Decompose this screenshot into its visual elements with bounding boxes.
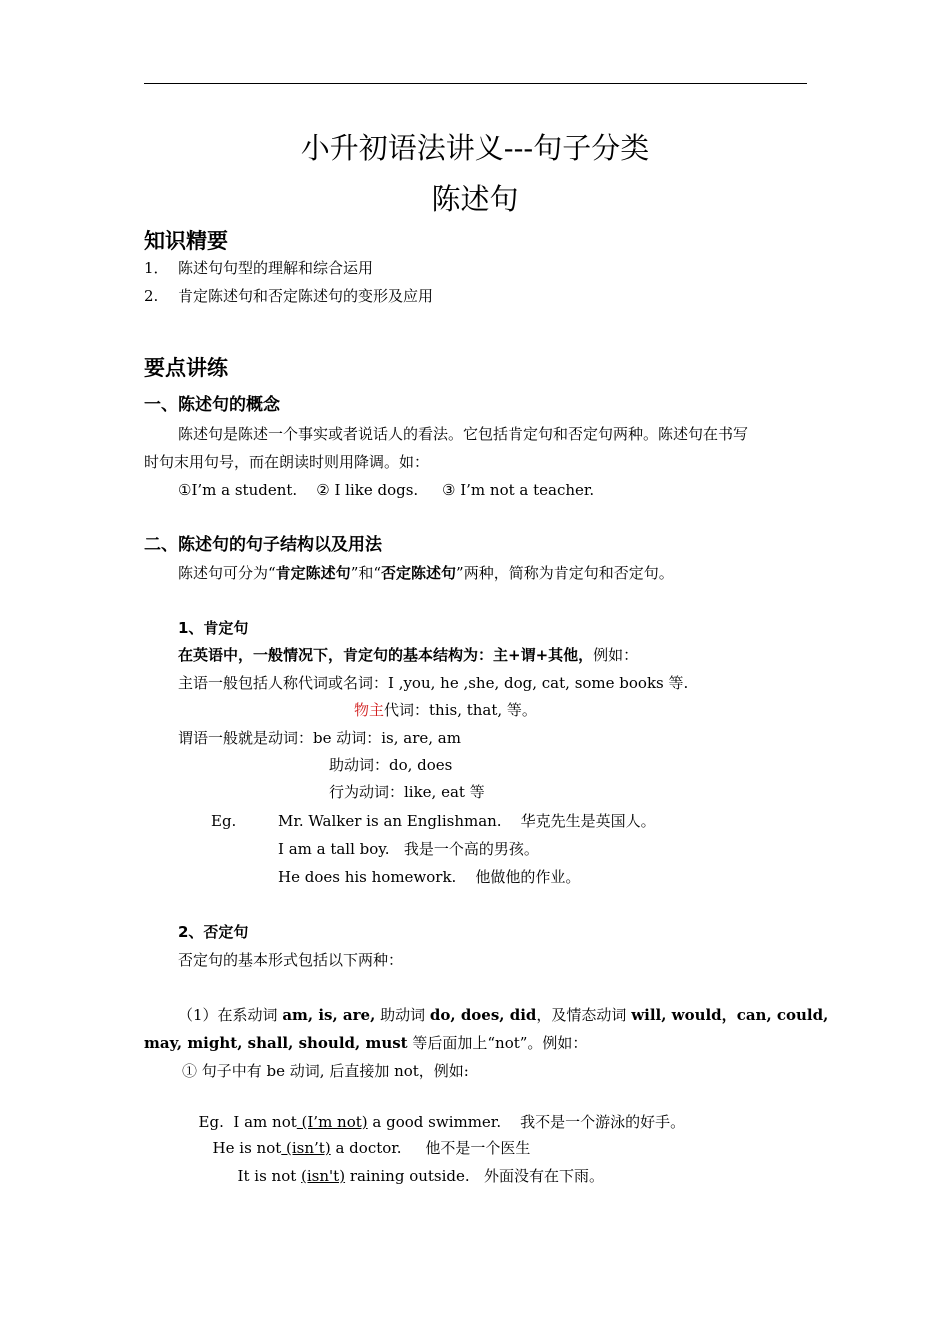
text-run: ”两种，简称为肯定句和否定句。 (456, 564, 674, 582)
negative-intro: 否定句的基本形式包括以下两种： (178, 951, 404, 969)
text-run: He is not (212, 1139, 282, 1157)
header-rule (144, 83, 807, 84)
page-title: 小升初语法讲义---句子分类 (300, 131, 650, 165)
example-sentence: He does his homework. 他做他的作业。 (278, 868, 581, 886)
predicate-line-2: 助动词：do, does (329, 756, 453, 774)
modal-verbs: may, might, shall, should, must (144, 1034, 408, 1052)
list-text: 陈述句句型的理解和综合运用 (178, 259, 374, 277)
modal-verbs: will, would (631, 1006, 722, 1024)
contraction: (isn't) (301, 1167, 346, 1185)
list-item (144, 286, 433, 306)
text-run: ”和“ (350, 564, 382, 582)
linking-verbs: am, is, are, (282, 1006, 376, 1024)
page-subtitle: 陈述句 (431, 182, 519, 216)
text-run: 例如： (593, 646, 639, 664)
text-run: a good swimmer. 我不是一个游泳的好手。 (367, 1113, 686, 1131)
predicate-line-3: 行为动词：like, eat 等 (329, 783, 485, 801)
list-number: 1． (144, 259, 169, 277)
predicate-line: 谓语一般就是动词：be 动词：is, are, am (178, 729, 461, 747)
subsection-heading-structure: 二、陈述句的句子结构以及用法 (144, 535, 382, 555)
list-text: 肯定陈述句和否定陈述句的变形及应用 (178, 287, 434, 305)
text-run: ，及情态动词 (536, 1006, 632, 1024)
auxiliary-verbs: do, does, did (429, 1006, 537, 1024)
text-run: ， (721, 1006, 737, 1024)
contraction: (I’m not) (296, 1113, 368, 1131)
affirmative-rule (178, 645, 638, 665)
paragraph-line: 时句末用句号，而在朗读时则用降调。如： (144, 453, 430, 471)
text-run: 陈述句可分为“ (178, 564, 276, 582)
text-run: It is not (237, 1167, 302, 1185)
negative-heading: 2、否定句 (178, 923, 249, 941)
modal-verbs: can, could, (736, 1006, 829, 1024)
list-number: 2. (144, 287, 159, 305)
example-sentence: Mr. Walker is an Englishman. 华克先生是英国人。 (278, 812, 656, 830)
text-run: 等后面加上“not”。例如： (407, 1034, 588, 1052)
subject-line-2 (354, 700, 537, 720)
highlighted-term: 物主 (354, 701, 385, 719)
section-heading-knowledge: 知识精要 (144, 229, 228, 253)
section-heading-key-points: 要点讲练 (144, 356, 228, 380)
contraction: (isn’t) (281, 1139, 331, 1157)
text-run: raining outside. 外面没有在下雨。 (345, 1167, 604, 1185)
example-sentences: ①I’m a student. ② I like dogs. ③ I’m not a teacher. (178, 481, 595, 499)
text-run: 助动词 (375, 1006, 430, 1024)
term-affirmative: 肯定陈述句 (275, 564, 351, 582)
negative-example (228, 1146, 604, 1186)
subject-line: 主语一般包括人称代词或名词：I ,you, he ,she, dog, cat, some books 等. (178, 674, 689, 692)
text-run: （1）在系动词 (178, 1006, 283, 1024)
rule-text: 在英语中，一般情况下，肯定句的基本结构为：主+谓+其他， (178, 646, 594, 664)
subsection-heading-concept: 一、陈述句的概念 (144, 395, 280, 415)
negative-rule-line-2 (144, 1033, 587, 1053)
text-run: a doctor. 他不是一个医生 (330, 1139, 531, 1157)
text-run: 代词：this, that, 等。 (384, 701, 537, 719)
structure-intro (178, 563, 674, 583)
affirmative-heading: 1、肯定句 (178, 619, 249, 637)
eg-label: Eg. (211, 812, 237, 830)
case-be-verb: ① 句子中有 be 动词, 后直接加 not，例如: (182, 1062, 469, 1080)
text-run: Eg. I am not (198, 1113, 297, 1131)
list-item (144, 258, 373, 278)
negative-rule-line-1 (178, 1005, 828, 1025)
example-sentence: I am a tall boy. 我是一个高的男孩。 (278, 840, 539, 858)
paragraph-line: 陈述句是陈述一个事实或者说话人的看法。它包括肯定句和否定句两种。陈述句在书写 (178, 425, 749, 443)
term-negative: 否定陈述句 (381, 564, 457, 582)
